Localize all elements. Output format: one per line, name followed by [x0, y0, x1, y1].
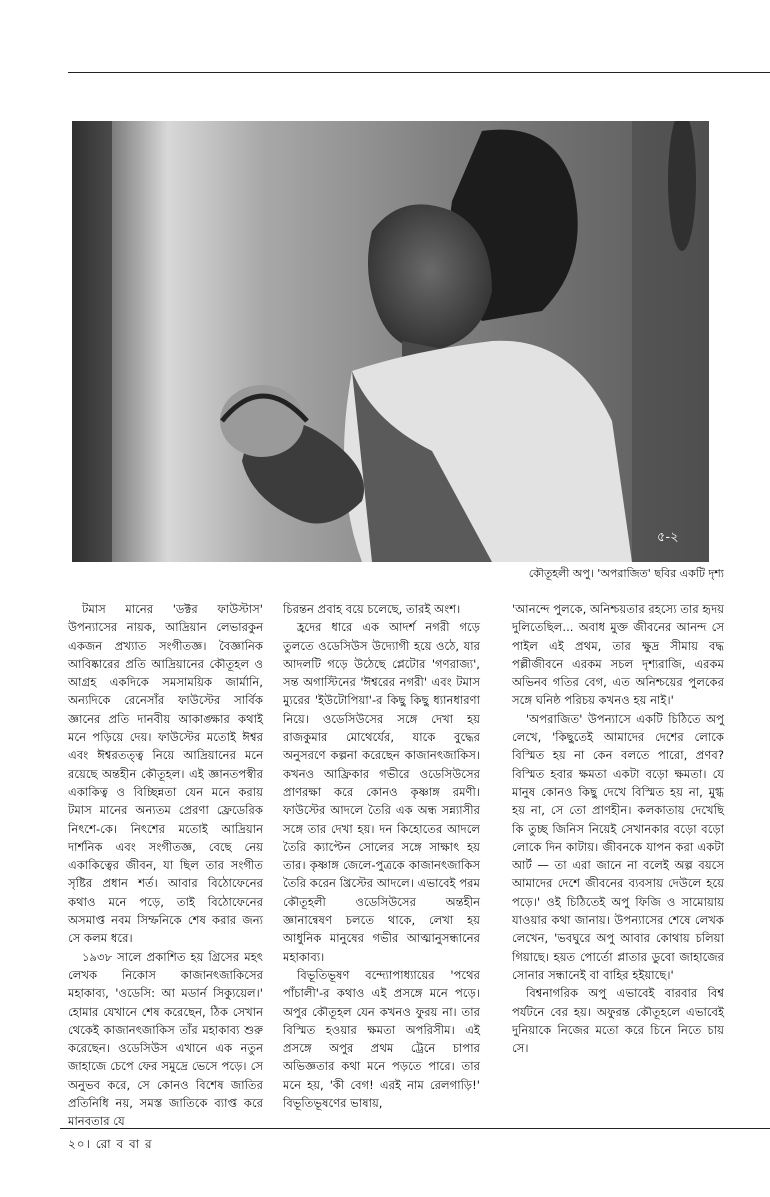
article-column-1 — [68, 600, 263, 1131]
paragraph: ১৯৩৮ সালে প্রকাশিত হয় গ্রিসের মহৎ লেখক নিকোস কাজানৎজাকিসের মহাকাব্য, 'ওডেসি: আ মডার্ন সিক্যুয়েল।' হোমার যেখানে শেষ করেছেন, ঠিক সেখান থেকেই কাজানৎজাকিস তাঁর মহাকাব্য শুরু করেছেন। ওডেসিউস এখানে এক নতুন জাহাজে চেপে ফের সমুদ্রে ভেসে পড়ে। সে অনুভব করে, সে কোনও বিশেষ জাতির প্রতিনিধি নয়, সমস্ত জাতিকে ব্যাপ্ত করে মানবতার যে — [68, 949, 263, 1129]
paragraph: টমাস মানের 'ডক্টর ফাউস্টাস' উপন্যাসের নায়ক, আদ্রিয়ান লেভারকুন একজন প্রখ্যাত সংগীতজ্ঞ। বৈজ্ঞানিক আবিষ্কারের প্রতি আদ্রিয়ানের কৌতূহল ও আগ্রহ একদিকে সমসাময়িক জার্মানি, অন্যদিকে রেনেসাঁর ফাউস্টের সার্বিক জ্ঞানের প্রতি দানবীয় আকাঙ্ক্ষার কথাই মনে পড়িয়ে দেয়। ফাউস্টের মতোই ঈশ্বর এবং ঈশ্বরতত্ত্ব নিয়ে আদ্রিয়ানের মনে রয়েছে অন্তহীন কৌতূহল। এই জ্ঞানতপস্বীর একাকিত্ব ও বিচ্ছিন্নতা যেন মনে করায় টমাস মানের অন্যতম প্রেরণা ফ্রেডেরিক নিৎশে-কে। নিৎশের মতোই আদ্রিয়ান দার্শনিক এবং সংগীতজ্ঞ, বেছে নেয় একাকিত্বের জীবন, যা ছিল তার সংগীত সৃষ্টির প্রধান শর্ত। আবার বিঠোফেনের কথাও মনে পড়ে, তাই বিঠোফেনের অসমাপ্ত নবম সিম্ফনিকে শেষ করার জন্য সে কলম ধরে। — [68, 602, 263, 946]
photo-caption: কৌতূহলী অপু। 'অপরাজিত' ছবির একটি দৃশ্য — [528, 567, 724, 580]
paragraph: 'আনন্দে পুলকে, অনিশ্চয়তার রহস্যে তার হৃদয় দুলিতেছিল... অবাধ মুক্ত জীবনের আনন্দ সে পাইল এই প্রথম, তার ক্ষুদ্র সীমায় বদ্ধ পল্লীজীবনে এরকম সচল দৃশ্যরাজি, এরকম অভিনব গতির বেগ, এত অনিশ্চয়ের পুলকের সঙ্গে ঘনিষ্ঠ পরিচয় কখনও হয় নাই।' — [512, 602, 724, 708]
page-folio: ২০। রো ব বা র — [68, 1137, 153, 1151]
paragraph: বিভূতিভূষণ বন্দ্যোপাধ্যায়ের 'পথের পাঁচালী'-র কথাও এই প্রসঙ্গে মনে পড়ে। অপুর কৌতূহল যেন কখনও ফুরয় না। তার বিস্মিত হওয়ার ক্ষমতা অপরিসীম। এই প্রসঙ্গে অপুর প্রথম ট্রেনে চাপার অভিজ্ঞতার কথা মনে পড়তে পারে। তার মনে হয়, 'কী বেগ! এরই নাম রেলগাড়ি!' বিভূতিভূষণের ভাষায়, — [283, 967, 480, 1111]
paragraph: চিরন্তন প্রবাহ বয়ে চলেছে, তারই অংশ। — [283, 602, 461, 616]
paragraph: হ্রদের ধারে এক আদর্শ নগরী গড়ে তুলতে ওডেসিউস উদ্যোগী হয়ে ওঠে, যার আদলটি গড়ে উঠেছে প্লেটোর 'গণরাজ্য', সন্ত অগাস্টিনের 'ঈশ্বরের নগরী' এবং টমাস ম্যুরের 'ইউটোপিয়া'-র কিছু কিছু ধ্যানধারণা নিয়ে। ওডেসিউসের সঙ্গে দেখা হয় রাজকুমার মোথের্যের, যাকে বুদ্ধের অনুসরণে কল্পনা করেছেন কাজানৎজাকিস। কখনও আফ্রিকার গভীরে ওডেসিউসের প্রাণরক্ষা করে কোনও কৃষ্ণাঙ্গ রমণী। ফাউস্টের আদলে তৈরি এক অন্ধ সন্ন্যাসীর সঙ্গে তার দেখা হয়। দন কিহোতের আদলে তৈরি ক্যাপ্টেন সোলের সঙ্গে সাক্ষাৎ হয় তার। কৃষ্ণাঙ্গ জেলে-পুত্রকে কাজানৎজাকিস তৈরি করেন খ্রিস্টের আদলে। এভাবেই পরম কৌতূহলী ওডেসিউসের অন্তহীন জ্ঞানান্বেষণ চলতে থাকে, লেখা হয় আধুনিক মানুষের গভীর আত্মানুসন্ধানের মহাকাব্য। — [283, 620, 480, 964]
bottom-rule — [60, 1128, 770, 1129]
article-column-2 — [283, 600, 480, 1112]
article-column-3 — [512, 600, 724, 1057]
photo-mark: ৫-২ — [657, 530, 679, 545]
paragraph: বিশ্বনাগরিক অপু এভাবেই বারবার বিশ্ব পর্যটনে বের হয়। অফুরন্ত কৌতূহলে এভাবেই দুনিয়াকে নিজের মতো করে চিনে নিতে চায় সে। — [512, 986, 724, 1056]
paragraph: 'অপরাজিত' উপন্যাসে একটি চিঠিতে অপু লেখে, 'কিছুতেই আমাদের দেশের লোকে বিস্মিত হয় না কেন বলতে পারো, প্রণব? বিস্মিত হবার ক্ষমতা একটা বড়ো ক্ষমতা। যে মানুষ কোনও কিছু দেখে বিস্মিত হয় না, মুগ্ধ হয় না, সে তো প্রাণহীন। কলকাতায় দেখেছি কি তুচ্ছ জিনিস নিয়েই সেখানকার বড়ো বড়ো লোকে দিন কাটায়। জীবনকে যাপন করা একটা আর্ট — তা এরা জানে না বলেই অল্প বয়সে আমাদের দেশে জীবনের ব্যবসায় দেউলে হয়ে পড়ে।' ওই চিঠিতেই অপু ফিজি ও সামোয়ায় যাওয়ার কথা জানায়। উপন্যাসের শেষে লেখক লেখেন, 'ভবঘুরে অপু আবার কোথায় চলিয়া গিয়াছে। হয়ত পোর্তো প্লাতার ডুবো জাহাজের সোনার সন্ধানেই বা বাহির হইয়াছে।' — [512, 711, 724, 982]
top-rule — [68, 72, 770, 73]
film-still-photo — [72, 121, 709, 562]
